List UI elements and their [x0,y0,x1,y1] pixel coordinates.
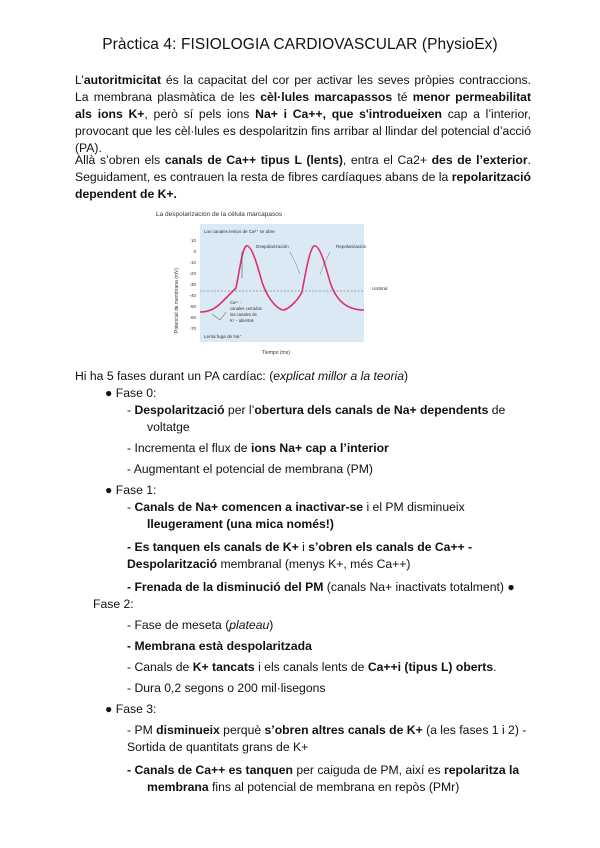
label-na-leak: Lenta fuga de Na⁺ [204,334,242,339]
list-item: Despolarització membranal (menys K+, més Ca++) [127,557,411,571]
y-tick: -10 [189,260,196,265]
label-threshold: Umbral [372,287,388,292]
list-intro: Hi ha 5 fases durant un PA cardíac: (explicat millor a la teoria) [75,369,409,383]
y-tick: -50 [189,304,196,309]
list-item: membrana fins al potencial de membrana en repòs (PMr) [147,780,460,794]
y-tick: -60 [189,315,196,320]
chart-background [200,224,364,342]
label-ca-channels: Los canales lentos de Ca²⁺ se abre [204,229,275,234]
list-item: Fase 2: [93,597,134,611]
list-item: ● Fase 3: [105,702,157,716]
label-ca-closed: los canales de [230,312,257,317]
list-item: - Frenada de la disminució del PM (canals Na+ inactivats totalment) ● [127,580,515,594]
list-item: - Es tanquen els canals de K+ i s’obren els canals de Ca++ - [127,540,473,554]
x-axis-label: Tiempo (ms) [262,350,290,356]
y-tick: 10 [190,238,196,243]
phases-list [75,368,545,796]
list-item: Sortida de quantitats grans de K+ [127,740,309,754]
page-title: Pràctica 4: FISIOLOGIA CARDIOVASCULAR (PhysioEx) [102,36,498,53]
label-depolarization: Despolarización [256,244,289,249]
label-ca-closed: K⁺ - abiertos [230,318,254,323]
list-item: - Dura 0,2 segons o 200 mil·lisegons [127,681,326,695]
list-item: - Canals de K+ tancats i els canals lents de Ca++i (tipus L) oberts. [127,660,497,674]
label-ca-closed: canales cerrados [230,306,262,311]
list-item: - Canals de Ca++ es tanquen per caiguda de PM, així es repolaritza la [127,763,520,777]
list-item: ● Fase 0: [105,386,157,400]
y-tick: -30 [189,282,196,287]
intro-paragraph: L’autoritmicitat és la capacitat del cor per activar les seves pròpies contraccions. La membrana plasmàtica de les cèl·lules marcapassos té menor permeabilitat als ions K+, però sí pels ions Na+ i Ca++, que s'introdueixen cap a l’interior, provocant que les cèl·lules es despolaritzin fins arribar al llindar del potencial d’acció (PA). [75,73,532,155]
list-item: - Fase de meseta (plateau) [127,618,274,632]
y-axis-label: Potencial de membrana (mV) [174,267,180,333]
list-item: - Augmentant el potencial de membrana (PM) [127,462,373,476]
intro-paragraph-2: Allà s’obren els canals de Ca++ tipus L (lents), entra el Ca2+ des de l’exterior. Seguidament, es contrauen la resta de fibres cardíaques abans de la repolarització dependent de K+. [75,153,531,201]
y-tick: -70 [189,326,196,331]
figure-caption: La despolarización de la célula marcapasos [156,211,283,218]
pacemaker-figure [150,208,400,358]
list-item: ● Fase 1: [105,483,157,497]
list-item: - Membrana està despolaritzada [127,639,312,653]
list-item: lleugerament (una mica només!) [147,517,334,531]
list-item: - PM disminueix perquè s’obren altres canals de K+ (a les fases 1 i 2) - [127,723,527,737]
list-item: - Despolarització per l’obertura dels canals de Na+ dependents de [127,403,506,417]
y-tick: 0 [193,249,196,254]
label-repolarization: Repolarización [336,244,367,249]
label-ca-closed: Ca²⁺ - [230,300,242,305]
y-tick: -20 [189,271,196,276]
y-tick: -40 [189,293,196,298]
list-item: - Canals de Na+ comencen a inactivar-se i el PM disminueix [127,500,465,514]
list-item: - Incrementa el flux de ions Na+ cap a l’interior [127,441,389,455]
list-item: voltatge [147,420,190,434]
